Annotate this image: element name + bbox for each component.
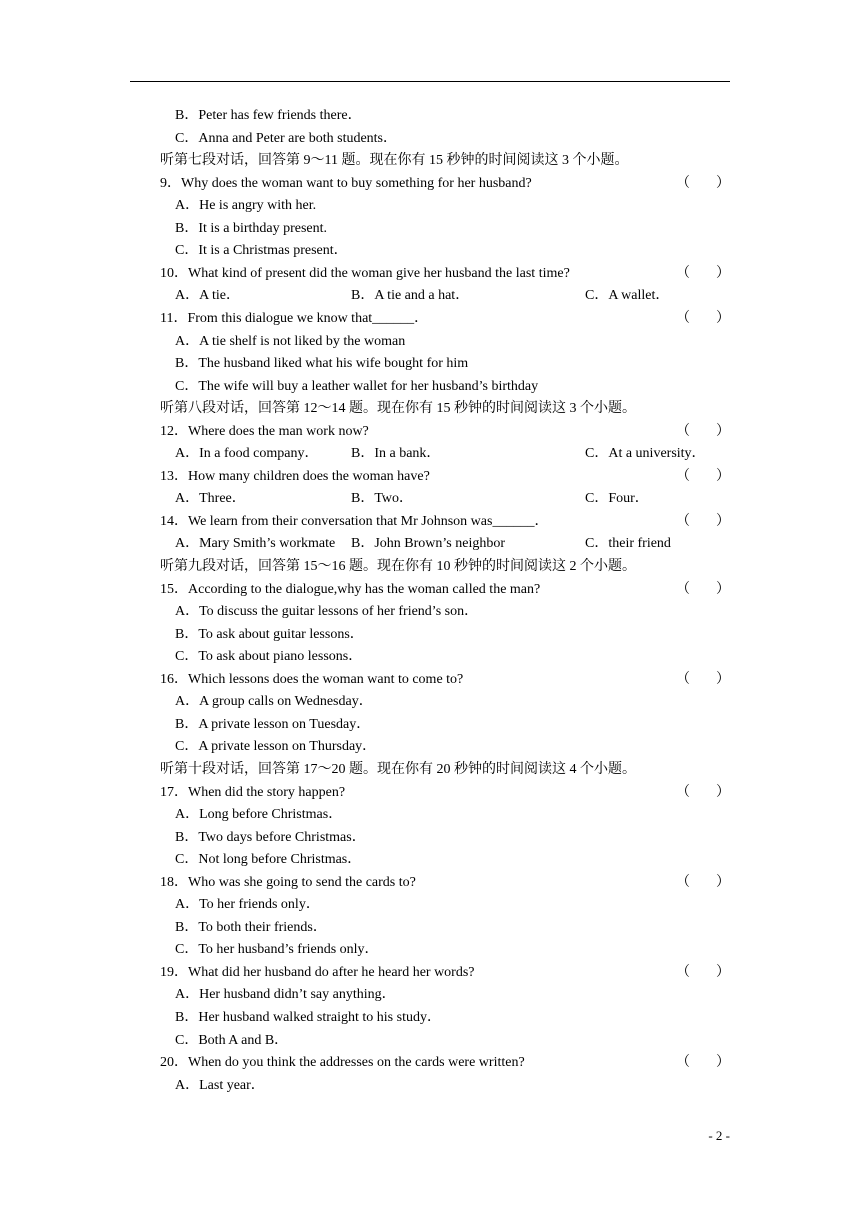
answer-paren-close: ） [716,175,730,191]
answer-paren-close: ） [716,964,730,980]
section-instruction: 听第十段对话，回答第 17～20 题。现在你有 20 秒钟的时间阅读这 4 个小题。 [160,761,636,777]
answer-paren-close: ） [716,1055,730,1071]
answer-option: C．At a university． [585,446,706,462]
answer-option: A．Long before Christmas． [175,807,343,823]
answer-option: B．In a bank． [351,446,441,462]
question-stem [160,669,732,692]
answer-paren-open: （ [676,175,690,191]
answer-option: B．A private lesson on Tuesday． [175,716,371,732]
answer-option-row [160,443,732,466]
answer-option: C．The wife will buy a leather wallet for her husband’s birthday [175,378,539,394]
answer-paren-close: ） [716,468,730,484]
question-stem [160,308,732,331]
answer-paren-open: （ [676,468,690,484]
answer-option: B．John Brown’s neighbor [351,536,505,552]
question-stem [160,421,732,444]
answer-blank[interactable] [676,173,730,196]
question-stem [160,511,732,534]
answer-option: A．A tie． [175,288,240,304]
answer-option: A．To discuss the guitar lessons of her friend’s son． [175,604,479,620]
answer-blank[interactable] [676,579,730,602]
question-stem [160,1052,732,1075]
answer-option: B．The husband liked what his wife bought for him [175,356,469,372]
question-stem [160,962,732,985]
answer-option: C．To her husband’s friends only． [175,942,379,958]
answer-blank[interactable] [676,263,730,286]
answer-blank[interactable] [676,466,730,489]
question-stem [160,872,732,895]
answer-option: A．Mary Smith’s workmate [175,536,336,552]
answer-blank[interactable] [676,511,730,534]
answer-option: B．Her husband walked straight to his study． [175,1010,441,1025]
answer-option: A．In a food company． [175,446,319,462]
answer-option: C．Four． [585,491,649,507]
question-text: 13．How many children does the woman have? [160,468,430,484]
answer-paren-open: （ [676,964,690,980]
answer-paren-close: ） [716,423,730,439]
question-stem [160,466,732,489]
answer-option: A．He is angry with her. [175,198,317,214]
answer-option: C．It is a Christmas present． [175,243,348,259]
header-rule [130,81,730,82]
question-stem [160,782,732,805]
section-instruction: 听第七段对话，回答第 9～11 题。现在你有 15 秒钟的时间阅读这 3 个小题。 [160,153,629,169]
question-text: 18．Who was she going to send the cards to? [160,874,416,890]
answer-paren-close: ） [716,784,730,800]
answer-option: A．Three． [175,491,246,507]
answer-option: C．A wallet． [585,288,670,304]
question-text: 10．What kind of present did the woman give her husband the last time? [160,265,570,281]
answer-blank[interactable] [676,962,730,985]
section-instruction: 听第九段对话，回答第 15～16 题。现在你有 10 秒钟的时间阅读这 2 个小题。 [160,559,636,574]
answer-option: C．Both A and B． [175,1032,289,1048]
answer-option-row [160,488,732,511]
answer-option: B．Two． [351,491,414,507]
question-text: 11．From this dialogue we know that______． [160,310,429,326]
page-number: - 2 - [708,1128,730,1143]
answer-option: C．To ask about piano lessons． [175,649,363,665]
answer-paren-open: （ [676,784,690,800]
answer-option: A．A tie shelf is not liked by the woman [175,333,406,349]
question-text: 15．According to the dialogue,why has the woman called the man? [160,581,541,597]
answer-option: B．Two days before Christmas． [175,829,366,845]
answer-paren-open: （ [676,513,690,529]
answer-blank[interactable] [676,872,730,895]
answer-option: A．Her husband didn’t say anything． [175,987,396,1003]
answer-option-row [160,533,732,556]
answer-option: C．Anna and Peter are both students． [175,130,398,146]
question-stem [160,579,732,602]
answer-option: A．Last year． [175,1077,265,1093]
answer-paren-open: （ [676,423,690,439]
question-stem [160,173,732,196]
answer-paren-close: ） [716,581,730,597]
question-text: 14．We learn from their conversation that Mr Johnson was______． [160,513,549,529]
answer-blank[interactable] [676,421,730,444]
answer-paren-open: （ [676,874,690,890]
question-text: 9．Why does the woman want to buy something for her husband? [160,175,532,191]
question-text: 12．Where does the man work now? [160,423,369,439]
answer-paren-open: （ [676,1055,690,1071]
answer-paren-open: （ [676,265,690,281]
answer-option: B．Peter has few friends there． [175,108,362,123]
answer-option: B．It is a birthday present. [175,220,328,236]
answer-paren-open: （ [676,671,690,687]
answer-paren-close: ） [716,513,730,529]
answer-blank[interactable] [676,1052,730,1075]
answer-paren-close: ） [716,265,730,281]
answer-option: A．To her friends only． [175,897,320,913]
answer-option: B．To both their friends． [175,919,327,935]
answer-paren-close: ） [716,874,730,890]
question-text: 16．Which lessons does the woman want to come to? [160,671,464,687]
answer-option: B．To ask about guitar lessons． [175,626,364,642]
answer-option: A．A group calls on Wednesday． [175,694,373,710]
answer-blank[interactable] [676,782,730,805]
answer-option: B．A tie and a hat． [351,288,470,304]
answer-option: C．their friend [585,536,671,552]
question-text: 17．When did the story happen? [160,784,346,800]
answer-paren-close: ） [716,310,730,326]
question-stem [160,263,732,286]
question-text: 20．When do you think the addresses on the cards were written? [160,1055,525,1071]
section-instruction: 听第八段对话，回答第 12～14 题。现在你有 15 秒钟的时间阅读这 3 个小题。 [160,401,636,417]
answer-blank[interactable] [676,308,730,331]
answer-paren-open: （ [676,310,690,326]
question-text: 19．What did her husband do after he heard her words? [160,964,475,980]
answer-option: C．Not long before Christmas． [175,852,362,868]
answer-paren-close: ） [716,671,730,687]
answer-paren-open: （ [676,581,690,597]
answer-option: C．A private lesson on Thursday． [175,739,377,755]
answer-option-row [160,285,732,308]
answer-blank[interactable] [676,669,730,692]
